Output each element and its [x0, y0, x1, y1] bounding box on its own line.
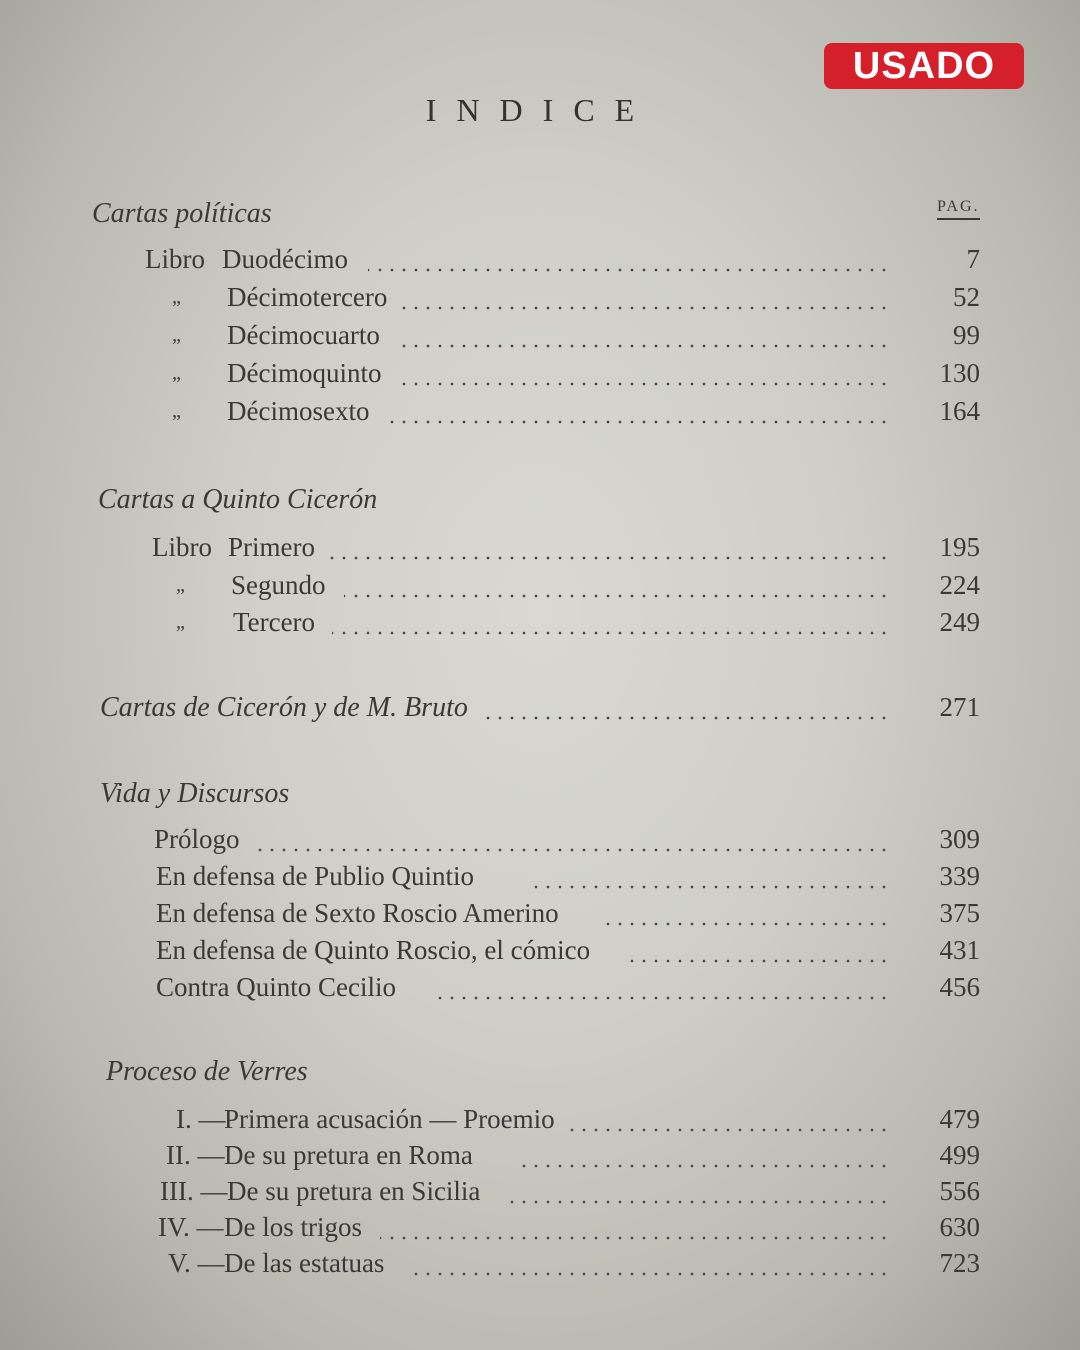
entry-label: Primera acusación — Proemio — [224, 1104, 555, 1134]
entry-label: Contra Quinto Cecilio — [156, 972, 396, 1002]
section-title: Vida y Discursos — [100, 778, 290, 809]
leader-dots — [528, 885, 890, 889]
entry-page: 99 — [953, 320, 980, 350]
toc-entry — [0, 1140, 1080, 1176]
leader-dots — [598, 922, 890, 926]
entry-page: 271 — [939, 692, 980, 722]
section-title: Cartas a Quinto Cicerón — [98, 484, 378, 515]
ditto-mark: „ — [176, 574, 185, 596]
entry-page: 7 — [966, 244, 980, 274]
toc-entry — [0, 570, 1080, 606]
toc-entry — [0, 532, 1080, 568]
toc-entry — [0, 1212, 1080, 1248]
entry-prefix: III. — — [160, 1176, 228, 1206]
entry-page: 556 — [939, 1176, 980, 1206]
leader-dots — [402, 306, 890, 310]
page-title: INDICE — [425, 92, 655, 128]
toc-entry — [0, 282, 1080, 318]
section-title: Proceso de Verres — [106, 1056, 308, 1087]
toc-entry — [0, 358, 1080, 394]
entry-page: 431 — [939, 935, 980, 965]
leader-dots — [402, 382, 890, 386]
entry-page: 456 — [939, 972, 980, 1002]
entry-label: Décimosexto — [227, 396, 370, 426]
entry-page: 723 — [939, 1248, 980, 1278]
entry-label: De los trigos — [224, 1212, 362, 1242]
leader-dots — [570, 1128, 890, 1132]
entry-label: Décimocuarto — [227, 320, 380, 350]
entry-label: Primero — [228, 532, 315, 562]
section-title: Cartas de Cicerón y de M. Bruto — [100, 692, 468, 723]
entry-prefix: IV. — — [158, 1212, 224, 1242]
page-column-header: PAG. — [937, 198, 980, 220]
toc-entry — [0, 320, 1080, 356]
toc-entry — [0, 898, 1080, 934]
leader-dots — [380, 1236, 890, 1240]
entry-page: 630 — [939, 1212, 980, 1242]
entry-label: En defensa de Publio Quintio — [156, 861, 474, 891]
leader-dots — [436, 996, 890, 1000]
leader-dots — [514, 1164, 890, 1168]
ditto-mark: „ — [176, 611, 185, 633]
leader-dots — [344, 594, 890, 598]
leader-dots — [258, 848, 890, 852]
toc-entry — [0, 692, 1080, 728]
entry-label: Décimotercero — [227, 282, 388, 312]
leader-dots — [408, 1272, 890, 1276]
entry-page: 249 — [939, 607, 980, 637]
entry-label: Tercero — [233, 607, 316, 637]
entry-page: 479 — [939, 1104, 980, 1134]
entry-label: Prólogo — [154, 824, 240, 854]
toc-entry — [0, 244, 1080, 280]
ditto-mark: „ — [172, 400, 181, 422]
used-badge: USADO — [824, 43, 1024, 89]
toc-entry — [0, 396, 1080, 432]
leader-dots — [384, 420, 890, 424]
entry-page: 375 — [939, 898, 980, 928]
entry-page: 499 — [939, 1140, 980, 1170]
toc-entry — [0, 1104, 1080, 1140]
toc-entry — [0, 935, 1080, 971]
entry-label: Duodécimo — [222, 244, 348, 274]
entry-label: Segundo — [231, 570, 326, 600]
leader-dots — [402, 344, 890, 348]
entry-label: De las estatuas — [224, 1248, 385, 1278]
leader-dots — [332, 631, 890, 635]
entry-page: 195 — [939, 532, 980, 562]
ditto-mark: „ — [172, 286, 181, 308]
entry-page: 130 — [939, 358, 980, 388]
leader-dots — [624, 959, 890, 963]
entry-label: De su pretura en Roma — [224, 1140, 473, 1170]
toc-entry — [0, 1248, 1080, 1284]
leader-dots — [486, 716, 890, 720]
toc-entry — [0, 972, 1080, 1008]
section-title: Cartas políticas — [92, 198, 272, 229]
entry-page: 164 — [939, 396, 980, 426]
entry-page: 339 — [939, 861, 980, 891]
entry-page: 309 — [939, 824, 980, 854]
entry-prefix: Libro — [145, 244, 205, 274]
entry-prefix: Libro — [152, 532, 212, 562]
ditto-mark: „ — [172, 324, 181, 346]
toc-entry — [0, 861, 1080, 897]
leader-dots — [368, 268, 890, 272]
entry-label: En defensa de Sexto Roscio Amerino — [156, 898, 559, 928]
leader-dots — [330, 556, 890, 560]
entry-label: En defensa de Quinto Roscio, el cómico — [156, 935, 591, 965]
entry-page: 52 — [953, 282, 980, 312]
entry-page: 224 — [939, 570, 980, 600]
toc-entry — [0, 607, 1080, 643]
toc-entry — [0, 1176, 1080, 1212]
leader-dots — [504, 1200, 890, 1204]
entry-label: Décimoquinto — [227, 358, 382, 388]
entry-prefix: II. — — [166, 1140, 225, 1170]
toc-entry — [0, 824, 1080, 860]
entry-label: De su pretura en Sicilia — [227, 1176, 481, 1206]
entry-prefix: I. — — [176, 1104, 226, 1134]
entry-prefix: V. — — [168, 1248, 225, 1278]
ditto-mark: „ — [172, 362, 181, 384]
